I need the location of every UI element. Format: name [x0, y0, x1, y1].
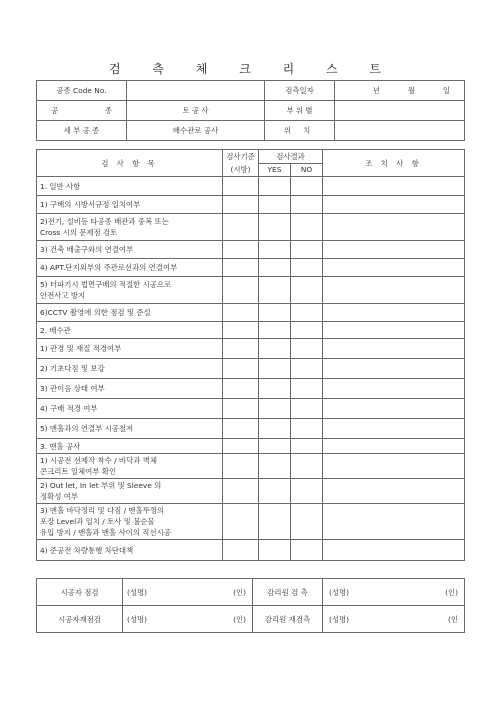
checklist-item: 5) 터파기시 법면구배의 적절한 시공으로 안전사고 방지	[37, 277, 223, 304]
checklist-row	[37, 479, 465, 504]
checklist-row	[37, 399, 465, 419]
work-type-value: 토 공 사	[127, 101, 265, 121]
page-title: 검 측 체 크 리 스 트	[108, 62, 396, 76]
checklist-item: 3) 맨홀 바닥정리 및 다짐 / 맨홀뚜껑의 포장 Level과 일치 / 토사 및 불순물 유입 방지 / 맨홀과 맨홀 사이의 직선시공	[37, 504, 223, 540]
location-label: 위 치	[265, 121, 335, 141]
header-table	[36, 80, 465, 141]
checklist-row	[37, 277, 465, 304]
checklist-row	[37, 419, 465, 439]
checklist-table	[36, 149, 465, 561]
inspect-date-label: 검측일자	[265, 81, 335, 101]
col-no-header: NO	[291, 163, 323, 177]
col-yes-header: YES	[259, 163, 291, 177]
work-type-label: 공 종	[37, 101, 127, 121]
detail-work-label: 세 부 공 종	[37, 121, 127, 141]
supervisor-inspect-label: 감리원 검 측	[253, 579, 323, 606]
section-row	[37, 177, 465, 196]
checklist-item: 2) 기초다짐 및 보강	[37, 359, 223, 379]
checklist-row	[37, 504, 465, 540]
year-unit: 년	[372, 86, 381, 95]
checklist-row	[37, 454, 465, 479]
contractor-recheck-label: 시공자재점검	[37, 606, 123, 633]
checklist-item: 1) 관경 및 재질 적경여부	[37, 339, 223, 359]
month-unit: 월	[407, 86, 416, 95]
work-code-label: 공종 Code No.	[37, 81, 127, 101]
col-action-header: 조 치 사 항	[323, 150, 465, 177]
checklist-item: 3) 관이음 상태 여부	[37, 379, 223, 399]
contractor-check-label: 시공자 점검	[37, 579, 123, 606]
checklist-row	[37, 196, 465, 214]
checklist-item: 4) 구배 적경 여부	[37, 399, 223, 419]
section-row	[37, 439, 465, 454]
checklist-item: 2) Out let, In let 부위 및 Sleeve 의 정확성 여부	[37, 479, 223, 504]
checklist-row	[37, 259, 465, 277]
checklist-item: 4) APT.단지외부의 주관로선과의 연결여부	[37, 259, 223, 277]
part-value	[335, 101, 465, 121]
section-title: 2. 배수관	[37, 322, 223, 339]
checklist-item: 6)CCTV 촬영에 의한 점검 및 준설	[37, 304, 223, 322]
supervisor-reinspect-label: 감리원 재검측	[253, 606, 323, 633]
checklist-row	[37, 379, 465, 399]
col-result-header: 검사결과	[259, 150, 323, 164]
section-title: 1. 일반 사항	[37, 177, 223, 196]
day-unit: 일	[442, 86, 451, 95]
detail-work-value: 배수관로 공사	[127, 121, 265, 141]
checklist-item: 1) 구배의 시방서규정 일치여부	[37, 196, 223, 214]
col-standard-header: 검사기준 (시방)	[223, 150, 259, 177]
checklist-item: 2)전기, 설비등 타공종 배관과 중복 또는 Cross 시의 문제점 검토	[37, 214, 223, 241]
checklist-row	[37, 540, 465, 561]
section-row	[37, 322, 465, 339]
signature-table	[36, 578, 465, 633]
checklist-item: 5) 맨홀과의 연결부 시공철저	[37, 419, 223, 439]
checklist-row	[37, 214, 465, 241]
location-value	[335, 121, 465, 141]
inspect-date-value	[335, 81, 465, 101]
col-items-header: 검 사 항 목	[37, 150, 223, 177]
checklist-item: 3) 건축 배출구와의 연결여부	[37, 241, 223, 259]
checklist-row	[37, 304, 465, 322]
checklist-row	[37, 359, 465, 379]
checklist-item: 4) 준공전 차량통행 차단대책	[37, 540, 223, 561]
supervisor-inspect-sign: (성명) (인)	[323, 579, 465, 606]
contractor-recheck-sign: (성명) (인)	[123, 606, 253, 633]
supervisor-reinspect-sign: (성명) (인	[323, 606, 465, 633]
checklist-row	[37, 339, 465, 359]
checklist-item: 1) 시공전 선제작 착수 / 바닥과 벽체 콘크리트 일체여부 확인	[37, 454, 223, 479]
section-title: 3. 맨홀 공사	[37, 439, 223, 454]
contractor-check-sign: (성명) (인)	[123, 579, 253, 606]
work-code-value	[127, 81, 265, 101]
part-label: 부 위 별	[265, 101, 335, 121]
checklist-row	[37, 241, 465, 259]
